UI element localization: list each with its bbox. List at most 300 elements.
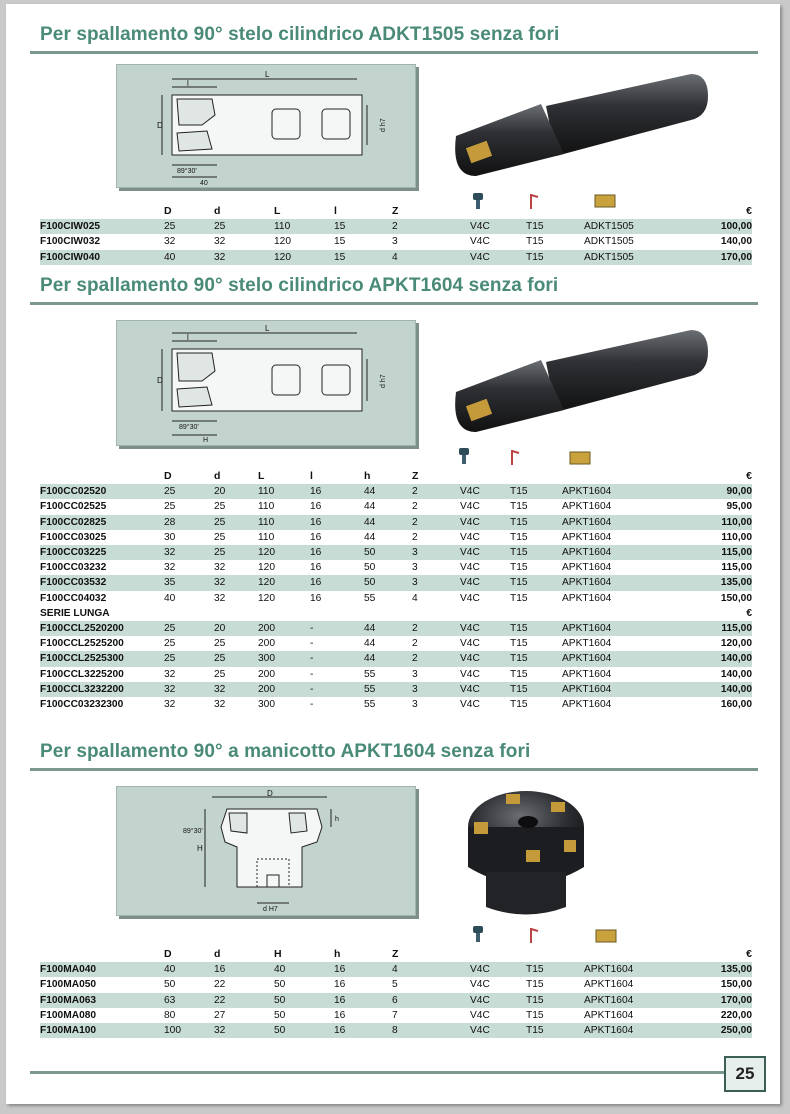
table-cell: 120 [274, 236, 291, 248]
table-row [40, 515, 752, 530]
table-cell: 3 [412, 668, 418, 680]
column-header: D [164, 470, 172, 482]
table-row [40, 667, 752, 682]
table-cell: 32 [164, 545, 214, 560]
table-row [40, 651, 752, 666]
table-cell: 2 [412, 515, 460, 530]
price-cell: 170,00 [674, 993, 752, 1008]
table-cell: 55 [364, 668, 376, 680]
table-cell: V4C [470, 1023, 526, 1038]
column-header [510, 469, 562, 484]
price-cell: 140,00 [720, 236, 752, 248]
column-header [470, 947, 526, 962]
table-cell: V4C [460, 531, 480, 543]
table-cell: T15 [526, 1023, 584, 1038]
table-cell: - [310, 668, 314, 680]
dim-L-label: L [265, 70, 270, 79]
table-cell: T15 [526, 962, 584, 977]
product-code: F100CC02520 [40, 484, 164, 499]
section-3-diagram [116, 786, 416, 916]
table-cell: APKT1604 [584, 1009, 634, 1021]
table-cell: 16 [310, 484, 364, 499]
dim-l-label: l [187, 79, 189, 88]
table-header-row [40, 204, 752, 219]
table-cell: 25 [214, 531, 226, 543]
section-1-table [40, 204, 752, 265]
price-cell: 160,00 [720, 699, 752, 711]
table-cell: 120 [274, 250, 334, 265]
column-header: h [334, 948, 341, 960]
dim-H-label: H [203, 437, 209, 444]
product-code: F100CIW025 [40, 219, 164, 234]
product-code: F100MA040 [40, 962, 164, 977]
table-cell: 200 [258, 638, 275, 650]
table-cell: 50 [274, 1009, 286, 1021]
catalog-page [6, 4, 780, 1104]
section-1-diagram [116, 64, 416, 188]
table-row [40, 682, 752, 697]
table-cell: V4C [460, 515, 510, 530]
section-3-tool-photo [456, 782, 596, 927]
table-cell: 8 [392, 1023, 470, 1038]
table-cell: V4C [460, 501, 480, 513]
table-cell: 32 [214, 236, 226, 248]
dim-D-label: D [157, 376, 163, 385]
table-cell: APKT1604 [562, 515, 662, 530]
column-header: L [274, 205, 281, 217]
table-row [40, 697, 752, 712]
table-row [40, 499, 752, 514]
price-cell: 115,00 [721, 562, 752, 574]
product-code: F100CC03232 [40, 562, 107, 574]
column-header: L [258, 470, 265, 482]
product-code: F100CC03232300 [40, 699, 124, 711]
table-row [40, 234, 752, 249]
table-cell: 32 [214, 1023, 274, 1038]
footer-rule [30, 1071, 742, 1074]
table-cell: 110 [258, 501, 275, 513]
product-code: F100MA080 [40, 1009, 97, 1021]
table-cell: 25 [164, 621, 214, 636]
table-cell: 2 [412, 484, 460, 499]
table-cell: APKT1604 [562, 531, 612, 543]
table-cell: 50 [164, 979, 176, 991]
table-cell: 120 [258, 545, 310, 560]
table-cell: - [310, 621, 364, 636]
product-code: F100CCL3232200 [40, 682, 164, 697]
column-header: D [164, 948, 172, 960]
price-cell: 90,00 [662, 484, 752, 499]
table-cell: 25 [164, 638, 176, 650]
dim-D-label: D [157, 121, 163, 130]
price-cell: 220,00 [720, 1009, 752, 1021]
table-cell: T15 [510, 621, 562, 636]
table-cell: 32 [214, 575, 258, 590]
column-header: d [214, 948, 221, 960]
table-cell: 32 [214, 250, 274, 265]
subheading-currency: € [746, 607, 752, 619]
table-cell: T15 [510, 651, 562, 666]
table-cell: 3 [412, 699, 418, 711]
table-row [40, 636, 752, 651]
table-row [40, 250, 752, 265]
table-cell: 16 [214, 962, 274, 977]
price-cell: 170,00 [674, 250, 752, 265]
table-cell: 25 [214, 501, 226, 513]
table-cell: 16 [334, 1023, 392, 1038]
table-cell: 50 [274, 1023, 334, 1038]
price-cell: 140,00 [720, 668, 752, 680]
table-row [40, 530, 752, 545]
price-cell: 110,00 [662, 515, 752, 530]
table-cell: 20 [214, 621, 258, 636]
product-code: F100MA050 [40, 979, 97, 991]
table-cell: 25 [214, 515, 258, 530]
table-cell: V4C [470, 962, 526, 977]
table-cell: - [310, 651, 364, 666]
table-cell: T15 [526, 236, 544, 248]
product-code: F100MA100 [40, 1023, 164, 1038]
table-row [40, 484, 752, 499]
table-cell: 32 [214, 682, 258, 697]
table-cell: 32 [164, 682, 214, 697]
table-cell: 3 [412, 575, 460, 590]
table-cell: 32 [164, 699, 176, 711]
table-cell: 44 [364, 651, 412, 666]
table-cell: 16 [310, 501, 322, 513]
table-cell: APKT1604 [562, 501, 612, 513]
table-cell: 15 [334, 250, 392, 265]
table-cell: APKT1604 [584, 979, 634, 991]
insert-icon [595, 929, 617, 948]
column-header [40, 947, 164, 962]
table-cell: 40 [274, 962, 334, 977]
dim-40-label: 40 [200, 180, 208, 187]
table-cell: T15 [526, 979, 544, 991]
table-cell: 2 [412, 501, 418, 513]
table-cell: V4C [470, 236, 490, 248]
page-number: 25 [724, 1056, 766, 1092]
price-cell: 135,00 [674, 962, 752, 977]
price-cell: 150,00 [720, 592, 752, 604]
dim-dh7-label: d h7 [380, 118, 387, 132]
dim-h-label: h [335, 816, 339, 823]
column-header: € [746, 205, 752, 217]
table-cell: V4C [460, 545, 510, 560]
table-cell: 32 [164, 562, 176, 574]
table-cell: 44 [364, 501, 376, 513]
price-cell: 120,00 [720, 638, 752, 650]
table-cell: 25 [164, 484, 214, 499]
table-row [40, 962, 752, 977]
table-row [40, 993, 752, 1008]
product-code: F100CC03225 [40, 545, 164, 560]
column-header: Z [412, 470, 419, 482]
table-cell: 32 [214, 699, 226, 711]
table-cell: APKT1604 [584, 1023, 674, 1038]
column-header: € [746, 948, 752, 960]
table-cell: 16 [310, 592, 322, 604]
table-cell: APKT1604 [562, 651, 662, 666]
table-cell: 16 [310, 562, 322, 574]
column-header [562, 469, 662, 484]
table-cell: V4C [470, 979, 490, 991]
table-cell: APKT1604 [562, 638, 612, 650]
product-code: F100CC03532 [40, 575, 164, 590]
table-cell: 300 [258, 651, 310, 666]
table-cell: T15 [510, 545, 562, 560]
table-cell: T15 [510, 501, 528, 513]
table-cell: 25 [214, 651, 258, 666]
table-cell: 25 [214, 668, 226, 680]
table-cell: 3 [412, 562, 418, 574]
table-row [40, 621, 752, 636]
table-cell: 63 [164, 993, 214, 1008]
table-cell: V4C [460, 562, 480, 574]
table-cell: APKT1604 [562, 682, 662, 697]
section-2-table [40, 469, 752, 712]
table-cell: - [310, 682, 364, 697]
table-row [40, 591, 752, 606]
price-cell: 135,00 [662, 575, 752, 590]
column-header: l [334, 205, 337, 217]
series-subheading: SERIE LUNGA [40, 607, 110, 619]
table-cell: T15 [510, 638, 528, 650]
table-cell: APKT1604 [584, 993, 674, 1008]
table-cell: 120 [258, 575, 310, 590]
table-cell: 2 [412, 531, 418, 543]
table-cell: 28 [164, 515, 214, 530]
column-header: H [274, 948, 282, 960]
dim-H-label: H [197, 844, 203, 853]
section-1-title: Per spallamento 90° stelo cilindrico ADKT1505 senza fori [40, 24, 560, 45]
table-cell: 4 [412, 592, 418, 604]
torx-key-icon [509, 448, 521, 471]
table-cell: 16 [310, 531, 322, 543]
table-row [40, 545, 752, 560]
insert-icon [569, 451, 591, 470]
table-cell: 50 [364, 575, 412, 590]
table-cell: APKT1604 [584, 962, 674, 977]
column-header [584, 204, 674, 219]
table-cell: V4C [460, 592, 480, 604]
table-cell: T15 [510, 668, 528, 680]
column-header: Z [392, 205, 399, 217]
table-cell: 20 [214, 484, 258, 499]
table-cell: 3 [392, 236, 398, 248]
product-code: F100CC03025 [40, 531, 107, 543]
dim-dh7-label: d h7 [380, 374, 387, 388]
dim-angle-label: 89°30' [179, 424, 199, 431]
section-3-table [40, 947, 752, 1038]
table-cell: T15 [526, 250, 584, 265]
table-header-row [40, 947, 752, 962]
table-cell: 50 [364, 545, 412, 560]
section-2-diagram [116, 320, 416, 446]
price-cell: 95,00 [726, 501, 752, 513]
column-header [470, 204, 526, 219]
screw-icon [457, 448, 471, 471]
table-cell: V4C [460, 682, 510, 697]
table-cell: 16 [334, 1009, 346, 1021]
table-cell: 6 [392, 993, 470, 1008]
table-cell: T15 [526, 219, 584, 234]
section-3-title: Per spallamento 90° a manicotto APKT1604 senza fori [40, 741, 531, 762]
table-cell: 200 [258, 621, 310, 636]
table-cell: 25 [214, 219, 274, 234]
table-cell: 16 [310, 515, 364, 530]
product-code: F100CCL3225200 [40, 668, 124, 680]
price-cell: 250,00 [674, 1023, 752, 1038]
table-cell: 110 [274, 219, 334, 234]
table-row [40, 1023, 752, 1038]
table-cell: V4C [470, 250, 526, 265]
table-cell: 80 [164, 1009, 176, 1021]
table-cell: T15 [510, 699, 528, 711]
table-cell: 2 [412, 621, 460, 636]
table-cell: APKT1604 [562, 484, 662, 499]
table-cell: 16 [334, 962, 392, 977]
table-cell: ADKT1505 [584, 219, 674, 234]
product-code: F100CCL2525300 [40, 651, 164, 666]
table-cell: 15 [334, 219, 392, 234]
dim-angle-label: 89°30' [177, 168, 197, 175]
table-cell: V4C [460, 621, 510, 636]
table-cell: 25 [214, 638, 226, 650]
table-cell: 2 [412, 651, 460, 666]
table-cell: V4C [470, 1009, 490, 1021]
table-cell: 3 [412, 682, 460, 697]
product-code: F100CIW040 [40, 250, 164, 265]
table-cell: 4 [392, 250, 470, 265]
table-cell: 55 [364, 699, 376, 711]
column-header: d [214, 205, 221, 217]
table-cell: 55 [364, 592, 376, 604]
price-cell: 110,00 [721, 531, 752, 543]
dim-L-label: L [265, 324, 270, 333]
table-cell: ADKT1505 [584, 250, 674, 265]
table-cell: T15 [510, 682, 562, 697]
table-cell: T15 [510, 484, 562, 499]
table-cell: V4C [470, 219, 526, 234]
table-cell: 32 [214, 592, 226, 604]
price-cell: 100,00 [674, 219, 752, 234]
table-cell: 110 [258, 515, 310, 530]
table-cell: 22 [214, 993, 274, 1008]
table-cell: 300 [258, 699, 275, 711]
table-cell: 100 [164, 1023, 214, 1038]
table-cell: 16 [310, 575, 364, 590]
table-row [40, 219, 752, 234]
table-cell: V4C [460, 575, 510, 590]
table-row [40, 1008, 752, 1023]
table-cell: 22 [214, 979, 226, 991]
table-cell: 50 [274, 993, 334, 1008]
product-code: F100CIW032 [40, 236, 101, 248]
column-header [584, 947, 674, 962]
table-cell: 120 [258, 592, 275, 604]
table-cell: 2 [412, 638, 418, 650]
table-cell: T15 [510, 562, 528, 574]
table-cell: T15 [510, 531, 528, 543]
table-cell: T15 [510, 592, 528, 604]
table-cell: 50 [274, 979, 286, 991]
table-cell: 55 [364, 682, 412, 697]
table-cell: 50 [364, 562, 376, 574]
product-code: F100CC02525 [40, 501, 107, 513]
table-cell: APKT1604 [562, 545, 662, 560]
column-header: l [310, 470, 313, 482]
table-cell: 27 [214, 1009, 226, 1021]
product-code: F100CC02825 [40, 515, 164, 530]
price-cell: 150,00 [720, 979, 752, 991]
table-cell: 44 [364, 484, 412, 499]
column-header: Z [392, 948, 399, 960]
table-cell: 16 [310, 545, 364, 560]
table-cell: ADKT1505 [584, 236, 634, 248]
section-1-tool-photo [446, 66, 716, 191]
table-cell: 40 [164, 592, 176, 604]
price-cell: 115,00 [662, 545, 752, 560]
screw-icon [471, 926, 485, 949]
torx-key-icon [528, 926, 540, 949]
table-cell: - [310, 638, 314, 650]
table-cell: APKT1604 [562, 562, 612, 574]
section-2-rule [30, 302, 758, 305]
table-cell: 40 [164, 250, 214, 265]
table-cell: 30 [164, 531, 176, 543]
section-2-title: Per spallamento 90° stelo cilindrico APKT1604 senza fori [40, 275, 559, 296]
table-cell: 35 [164, 575, 214, 590]
table-cell: T15 [526, 1009, 544, 1021]
column-header [40, 204, 164, 219]
price-cell: 140,00 [662, 651, 752, 666]
table-cell: 7 [392, 1009, 398, 1021]
table-row [40, 977, 752, 992]
table-cell: 16 [334, 979, 346, 991]
column-header [526, 204, 584, 219]
table-cell: 16 [334, 993, 392, 1008]
table-cell: APKT1604 [562, 699, 612, 711]
table-cell: 44 [364, 515, 412, 530]
table-cell: 3 [412, 545, 460, 560]
table-cell: V4C [460, 484, 510, 499]
table-cell: 110 [258, 484, 310, 499]
column-header: d [214, 470, 221, 482]
table-cell: 25 [164, 219, 214, 234]
table-cell: V4C [460, 638, 480, 650]
table-cell: V4C [460, 651, 510, 666]
table-cell: T15 [510, 575, 562, 590]
column-header: € [746, 470, 752, 482]
table-row [40, 575, 752, 590]
table-cell: 200 [258, 668, 275, 680]
subheading-row [40, 606, 752, 621]
section-3-rule [30, 768, 758, 771]
table-cell: V4C [460, 668, 480, 680]
column-header: D [164, 205, 172, 217]
table-cell: V4C [470, 993, 526, 1008]
product-code: F100CCL2525200 [40, 638, 124, 650]
section-1-rule [30, 51, 758, 54]
table-cell: V4C [460, 699, 480, 711]
table-cell: APKT1604 [562, 592, 612, 604]
column-header [460, 469, 510, 484]
table-cell: APKT1604 [562, 575, 662, 590]
table-cell: 25 [164, 651, 214, 666]
table-header-row [40, 469, 752, 484]
table-cell: 32 [214, 562, 226, 574]
